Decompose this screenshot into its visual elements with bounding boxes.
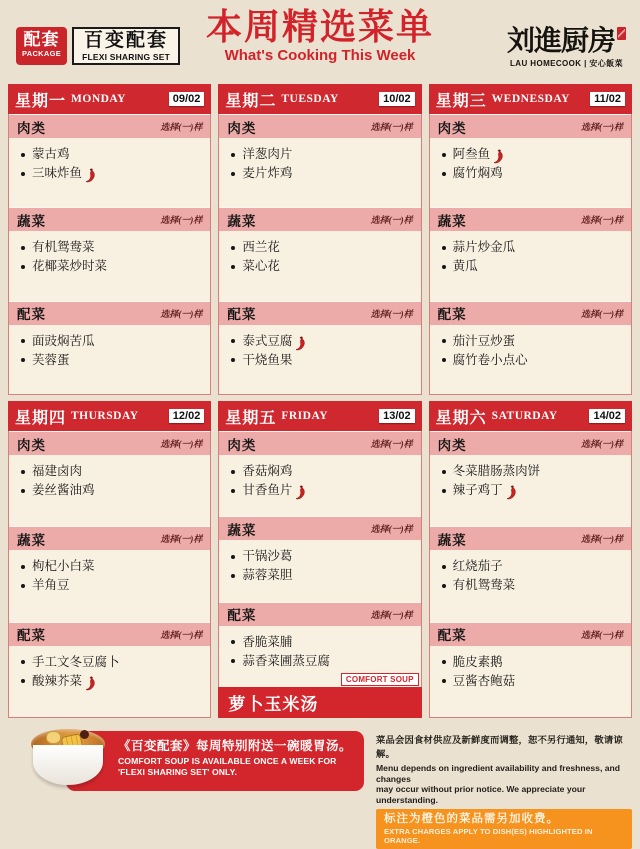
dish-list	[219, 540, 420, 601]
date-badge: 14/02	[589, 409, 625, 423]
page-footer	[8, 731, 632, 849]
section-label: 配菜	[17, 307, 46, 323]
date-badge: 09/02	[169, 92, 205, 106]
dish-item	[228, 351, 414, 370]
page-header	[0, 0, 640, 84]
dish-text: 辣子鸡丁	[452, 483, 503, 497]
dish-list	[9, 325, 210, 394]
dish-text: 花椰菜炒时菜	[32, 259, 108, 274]
section-label: 肉类	[17, 437, 46, 453]
dish-text: 香菇焖鸡	[242, 464, 293, 478]
chili-icon	[85, 676, 96, 691]
dish-item	[439, 576, 625, 595]
day-body	[218, 431, 421, 718]
section-vegetables	[9, 526, 210, 621]
dish-text: 麦片炸鸡	[242, 166, 293, 180]
choose-one-label: 选择(一)样	[370, 609, 413, 620]
section-label: 蔬菜	[227, 522, 257, 538]
day-name-zh: 星期五	[225, 409, 277, 427]
section-label: 蔬菜	[437, 532, 467, 548]
choose-one-label: 选择(一)样	[160, 122, 203, 132]
dish-list	[430, 550, 631, 621]
dish-text: 菜心花	[242, 259, 280, 274]
day-name-en: THURSDAY	[71, 410, 139, 422]
section-meat	[430, 431, 631, 526]
chili-icon	[493, 149, 504, 164]
bowl-body	[33, 745, 103, 785]
dish-item	[439, 672, 625, 691]
dish-text: 西兰花	[242, 240, 280, 255]
section-bar	[219, 207, 420, 231]
dish-text: 腐竹卷小点心	[452, 352, 528, 367]
dish-item	[18, 257, 204, 276]
dish-list	[430, 138, 631, 207]
section-sides	[9, 622, 210, 717]
section-bar	[430, 622, 631, 646]
day-name-zh: 星期三	[435, 92, 487, 110]
section-label: 蔬菜	[227, 213, 257, 229]
comfort-soup-note-box	[66, 731, 364, 791]
section-label: 蔬菜	[437, 213, 467, 229]
dish-text: 姜丝酱油鸡	[32, 483, 95, 497]
section-vegetables	[219, 207, 420, 300]
dish-item	[18, 653, 204, 672]
dish-item	[228, 238, 414, 257]
date-badge: 13/02	[379, 409, 415, 423]
day-name-zh: 星期六	[435, 409, 487, 427]
day-header	[8, 401, 211, 431]
brand-logo-en: LAU HOMECOOK | 安心飯菜	[510, 59, 623, 68]
section-label: 配菜	[17, 628, 46, 644]
dish-text: 蒙古鸡	[32, 147, 70, 161]
dish-item	[439, 481, 625, 500]
day-card-friday	[218, 401, 421, 718]
disclaimer-notes	[376, 731, 632, 849]
dish-item	[439, 332, 625, 351]
day-header	[218, 401, 421, 431]
dish-item	[228, 145, 414, 164]
choose-one-label: 选择(一)样	[370, 439, 413, 449]
extra-charges-note	[376, 809, 632, 849]
soup-note-zh: 《百变配套》每周特别附送一碗暖胃汤。	[118, 739, 353, 753]
day-body	[429, 114, 632, 395]
day-name-zh: 星期四	[15, 409, 67, 427]
dish-text: 蒜片炒金瓜	[452, 240, 516, 255]
day-body	[429, 431, 632, 718]
choose-one-label: 选择(一)样	[580, 439, 623, 449]
dish-list	[430, 325, 631, 394]
section-bar	[9, 431, 210, 455]
section-meat	[430, 114, 631, 207]
day-header	[429, 84, 632, 114]
dish-list	[9, 646, 210, 717]
section-label: 肉类	[17, 120, 46, 136]
choose-one-label: 选择(一)样	[580, 122, 623, 132]
dish-text: 洋葱肉片	[242, 147, 293, 161]
soup-note-en	[118, 756, 354, 778]
choose-one-label: 选择(一)样	[370, 122, 413, 132]
dish-item	[439, 164, 625, 183]
dish-text: 冬菜腊肠蒸肉饼	[452, 464, 541, 478]
section-label: 蔬菜	[17, 532, 46, 548]
section-bar	[9, 622, 210, 646]
dish-item	[18, 557, 204, 576]
dish-text: 三味炸鱼	[32, 166, 83, 180]
dish-item	[439, 238, 625, 257]
dish-list	[219, 325, 420, 394]
dish-item	[228, 332, 414, 351]
dish-item	[439, 257, 625, 276]
dish-item	[18, 351, 204, 370]
dish-text: 干锅沙葛	[242, 549, 293, 564]
dish-item	[439, 145, 625, 164]
choose-one-label: 选择(一)样	[580, 308, 623, 319]
page-title-zh: 本周精选菜单	[205, 7, 434, 47]
section-sides	[430, 301, 631, 394]
day-name-en: FRIDAY	[281, 410, 329, 422]
day-header	[8, 84, 211, 114]
comfort-soup-bar	[218, 674, 421, 718]
day-card-saturday	[429, 401, 632, 718]
comfort-soup-tag: COMFORT SOUP	[341, 673, 419, 686]
extra-charges-zh: 标注为橙色的菜品需另加收费。	[384, 813, 559, 825]
dish-text: 手工文冬豆腐卜	[32, 654, 120, 669]
dish-list	[219, 231, 420, 300]
dish-item	[228, 164, 414, 183]
choose-one-label: 选择(一)样	[160, 534, 203, 545]
disclaimer-zh: 菜品会因食材供应及新鲜度而调整，恕不另行通知，敬请谅解。	[376, 735, 623, 759]
dish-list	[9, 138, 210, 207]
disclaimer-en	[376, 763, 632, 805]
section-vegetables	[219, 516, 420, 601]
dish-text: 芙蓉蛋	[32, 352, 70, 367]
comfort-soup-note	[8, 731, 364, 791]
choose-one-label: 选择(一)样	[580, 215, 623, 226]
chili-icon	[506, 485, 517, 500]
section-sides	[219, 301, 420, 394]
section-bar	[430, 207, 631, 231]
extra-charges-en: EXTRA CHARGES APPLY TO DISH(ES) HIGHLIGHTED IN ORANGE.	[384, 827, 593, 845]
day-header	[218, 84, 421, 114]
soup-note-en-line2: 'FLEXI SHARING SET' ONLY.	[118, 767, 237, 777]
day-name-en: MONDAY	[71, 93, 126, 105]
dish-item	[228, 257, 414, 276]
dish-item	[18, 481, 204, 500]
choose-one-label: 选择(一)样	[370, 215, 413, 226]
dish-list	[430, 455, 631, 526]
soup-note-en-line1: COMFORT SOUP IS AVAILABLE ONCE A WEEK FOR	[118, 756, 337, 766]
page-title-en: What's Cooking This Week	[224, 47, 416, 64]
section-bar	[9, 301, 210, 325]
choose-one-label: 选择(一)样	[160, 308, 203, 319]
day-name-zh: 星期一	[15, 92, 67, 110]
dish-item	[228, 462, 414, 481]
dish-item	[18, 672, 204, 691]
date-badge: 11/02	[590, 92, 625, 106]
dish-text: 枸杞小白菜	[32, 559, 95, 574]
day-name-en: SATURDAY	[491, 410, 558, 422]
section-label: 配菜	[227, 307, 257, 323]
disclaimer-en-line1: Menu depends on ingredient availability and freshness, and changes	[376, 763, 621, 784]
choose-one-label: 选择(一)样	[160, 629, 203, 640]
dish-list	[9, 455, 210, 526]
section-vegetables	[430, 526, 631, 621]
dish-text: 腐竹焖鸡	[452, 166, 503, 180]
dish-item	[18, 576, 204, 595]
day-name-zh: 星期二	[225, 92, 277, 110]
dish-item	[18, 238, 204, 257]
section-vegetables	[430, 207, 631, 300]
dish-text: 茄汁豆炒蛋	[452, 333, 516, 348]
dish-text: 干烧鱼果	[242, 352, 293, 367]
dish-text: 豆酱杏鲍菇	[452, 673, 516, 688]
section-bar	[430, 301, 631, 325]
choose-one-label: 选择(一)样	[370, 308, 413, 319]
brand-logo	[507, 26, 626, 69]
day-header	[429, 401, 632, 431]
dish-list	[9, 550, 210, 621]
dish-item	[228, 566, 414, 585]
dish-text: 蒜蓉菜胆	[242, 568, 293, 583]
section-meat	[219, 431, 420, 516]
flexi-badge-zh: 百变配套	[84, 30, 169, 51]
section-meat	[219, 114, 420, 207]
choose-one-label: 选择(一)样	[580, 629, 623, 640]
section-bar	[430, 431, 631, 455]
dish-item	[18, 164, 204, 183]
flexi-badge-en: FLEXI SHARING SET	[82, 52, 170, 62]
package-badge-en: PACKAGE	[22, 49, 62, 58]
section-bar	[219, 516, 420, 540]
dish-text: 阿叁鱼	[452, 147, 491, 161]
date-badge: 10/02	[379, 92, 415, 106]
section-meat	[9, 114, 210, 207]
section-bar	[219, 301, 420, 325]
dish-text: 羊角豆	[32, 578, 70, 593]
section-label: 配菜	[437, 307, 467, 323]
day-card-tuesday	[218, 84, 421, 395]
dish-list	[430, 646, 631, 717]
dish-item	[439, 462, 625, 481]
chili-icon	[295, 336, 306, 351]
dish-list	[430, 231, 631, 300]
seal-icon	[617, 27, 626, 40]
section-bar	[219, 431, 420, 455]
disclaimer-en-line2: may occur without prior notice. We appreciate your understanding.	[376, 784, 586, 805]
dish-text: 黄瓜	[452, 259, 478, 274]
comfort-soup-name: 萝卜玉米汤	[228, 694, 319, 714]
dish-item	[18, 332, 204, 351]
choose-one-label: 选择(一)样	[160, 439, 203, 449]
dish-text: 脆皮素鹅	[452, 654, 503, 669]
dish-item	[18, 145, 204, 164]
day-card-monday	[8, 84, 211, 395]
section-bar	[430, 114, 631, 138]
choose-one-label: 选择(一)样	[370, 524, 413, 535]
red-date-piece	[80, 730, 89, 739]
section-bar	[219, 602, 420, 626]
dish-item	[439, 653, 625, 672]
dish-text: 有机鸳鸯菜	[32, 240, 95, 255]
dish-item	[18, 462, 204, 481]
dish-list	[9, 231, 210, 300]
choose-one-label: 选择(一)样	[160, 215, 203, 226]
section-vegetables	[9, 207, 210, 300]
dish-text: 酸辣芥菜	[32, 673, 83, 688]
choose-one-label: 选择(一)样	[580, 534, 623, 545]
chili-icon	[85, 168, 96, 183]
section-label: 肉类	[227, 120, 257, 136]
package-badge-zh: 配套	[23, 30, 60, 49]
dish-text: 红烧茄子	[452, 559, 503, 574]
day-body	[8, 114, 211, 395]
dish-text: 泰式豆腐	[242, 333, 293, 348]
chili-icon	[295, 485, 306, 500]
section-label: 配菜	[227, 608, 257, 624]
section-meat	[9, 431, 210, 526]
section-bar	[219, 114, 420, 138]
brand-logo-zh: 刘進厨房	[506, 25, 615, 56]
dish-list	[219, 138, 420, 207]
dish-text: 面豉焖苦瓜	[32, 333, 95, 348]
section-label: 配菜	[437, 628, 467, 644]
day-card-wednesday	[429, 84, 632, 395]
dish-text: 福建卤肉	[32, 464, 83, 478]
day-body	[8, 431, 211, 718]
section-sides	[9, 301, 210, 394]
day-name-en: WEDNESDAY	[491, 93, 570, 105]
date-badge: 12/02	[169, 409, 205, 423]
dish-item	[228, 633, 414, 652]
section-bar	[430, 526, 631, 550]
dish-text: 甘香鱼片	[242, 483, 293, 497]
dish-item	[228, 547, 414, 566]
dish-text: 有机鸳鸯菜	[452, 578, 516, 593]
dish-item	[439, 351, 625, 370]
section-label: 肉类	[227, 437, 257, 453]
section-bar	[9, 526, 210, 550]
soup-bowl-image	[28, 723, 108, 795]
section-label: 肉类	[437, 437, 467, 453]
section-bar	[9, 207, 210, 231]
dish-list	[219, 455, 420, 516]
day-card-thursday	[8, 401, 211, 718]
dish-item	[439, 557, 625, 576]
week-menu-grid	[0, 84, 640, 718]
dish-item	[228, 652, 414, 671]
day-name-en: TUESDAY	[281, 93, 339, 105]
corn-piece	[46, 731, 61, 744]
dish-text: 蒜香菜圃蒸豆腐	[242, 653, 330, 668]
day-body	[218, 114, 421, 395]
dish-item	[228, 481, 414, 500]
dish-text: 香脆菜脯	[242, 634, 293, 649]
section-label: 蔬菜	[17, 213, 46, 229]
section-label: 肉类	[437, 120, 467, 136]
section-bar	[9, 114, 210, 138]
section-sides	[430, 622, 631, 717]
